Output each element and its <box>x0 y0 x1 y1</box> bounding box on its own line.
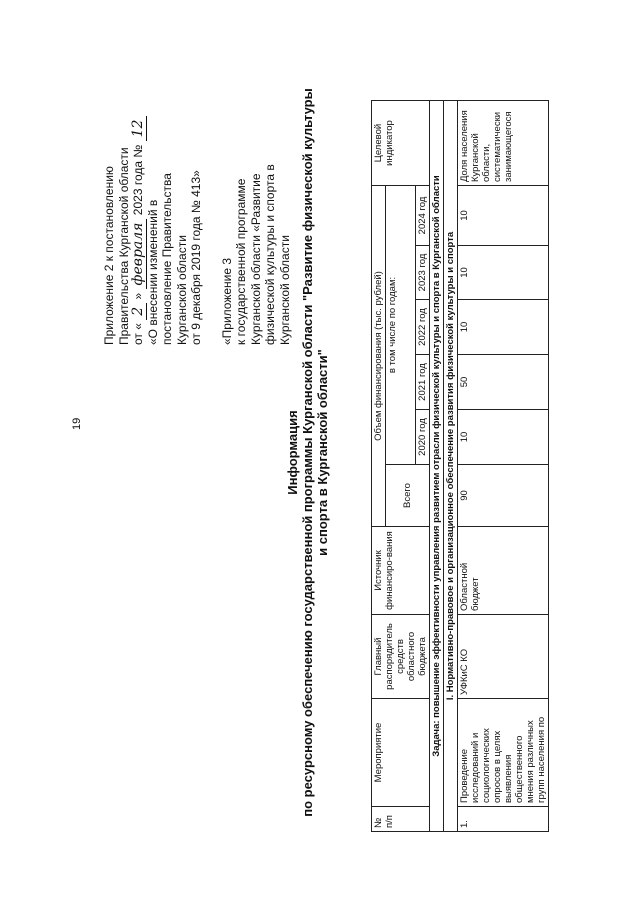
header-year: 2024 год <box>416 186 430 246</box>
date-mid: » <box>131 292 145 300</box>
header-year: 2020 год <box>416 410 430 465</box>
header-by-years: в том числе по годам: <box>386 186 416 465</box>
header-volume: Объем финансирования (тыс. рублей) <box>372 186 386 527</box>
header-year: 2023 год <box>416 246 430 300</box>
cell-indicator: Доля населения Курганской области, систематически занимающегося <box>458 101 549 186</box>
program-appendix-line: Курганской области «Развитие <box>248 173 263 345</box>
cell-admin: УФКиС КО <box>458 615 549 699</box>
cell-year: 10 <box>458 186 549 246</box>
header-admin: Главный распорядитель средств областного бюджета <box>372 615 430 699</box>
program-appendix-line: к государственной программе <box>234 178 248 345</box>
date-prefix: от « <box>131 323 145 345</box>
appendix-line: «О внесении изменений в <box>145 199 160 345</box>
program-appendix-line: физической культуры и спорта в <box>263 164 277 345</box>
cell-total: 90 <box>458 465 549 527</box>
cell-year: 10 <box>458 300 549 355</box>
cell-source: Областной бюджет <box>458 527 549 615</box>
header-num: № п/п <box>372 807 430 832</box>
header-source: Источник финансиро-вания <box>372 527 430 615</box>
document-subtitle-cont: и спорта в Курганской области" <box>315 349 330 556</box>
section-band: I. Нормативно-правовое и организационное обеспечение развития физической культуры и спорта <box>444 101 458 832</box>
header-year: 2022 год <box>416 300 430 355</box>
program-appendix-line: Курганской области <box>277 235 292 345</box>
handwritten-number: 12 <box>130 116 147 142</box>
table-header-row <box>372 101 386 832</box>
date-suffix: 2023 года № <box>131 144 145 216</box>
appendix-line: от 9 декабря 2019 года № 413» <box>189 170 203 345</box>
appendix-line: Курганской области <box>174 235 189 345</box>
appendix-block <box>102 5 292 345</box>
header-year: 2021 год <box>416 355 430 410</box>
appendix-line: Приложение 2 к постановлению <box>102 166 116 345</box>
cell-event: Проведение исследований и социологических опросов в целях выявления общественного мнения различных групп населения по <box>458 699 549 807</box>
appendix-date-line <box>131 5 146 345</box>
cell-year: 10 <box>458 246 549 300</box>
header-total: Всего <box>386 465 430 527</box>
page-number: 19 <box>71 417 83 430</box>
cell-year: 10 <box>458 410 549 465</box>
header-indicator: Целевой индикатор <box>372 101 430 186</box>
appendix-line: Правительства Курганской области <box>116 147 131 345</box>
task-row <box>430 101 444 832</box>
section-row <box>444 101 458 832</box>
document-title: Информация <box>285 410 300 495</box>
program-appendix-line: «Приложение 3 <box>219 257 234 345</box>
handwritten-month: февраля <box>130 219 147 290</box>
table-row <box>458 101 549 832</box>
handwritten-day: 2 <box>130 303 147 320</box>
document-subtitle: по ресурсному обеспечению государственной программы Курганской области "Развитие физической культуры <box>300 88 315 817</box>
appendix-line: постановление Правительства <box>160 173 174 345</box>
cell-year: 50 <box>458 355 549 410</box>
header-event: Мероприятие <box>372 699 430 807</box>
resource-table <box>371 100 549 832</box>
cell-num: 1. <box>458 807 549 832</box>
task-band: Задача: повышение эффективности управления развитием отрасли физической культуры и спорта в Курганской области <box>430 101 444 832</box>
